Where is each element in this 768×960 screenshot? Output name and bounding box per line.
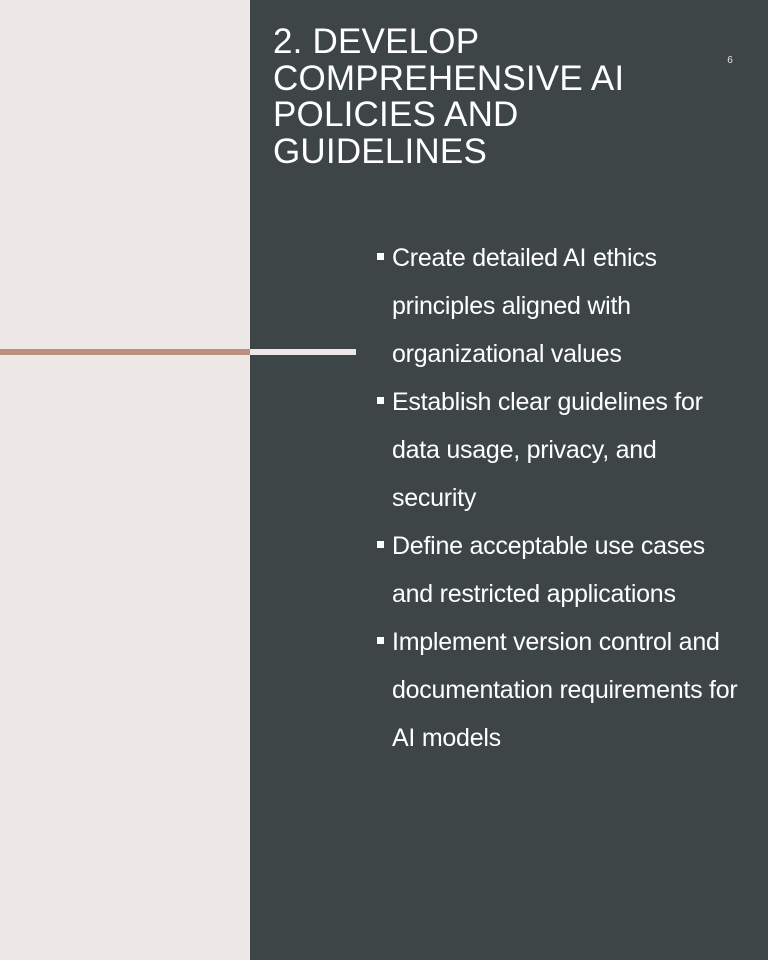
page-number: 6 xyxy=(727,55,733,66)
square-bullet-icon xyxy=(377,397,384,404)
square-bullet-icon xyxy=(377,253,384,260)
bullet-text: Create detailed AI ethics principles aligned with organizational values xyxy=(392,244,657,368)
bullet-text: Establish clear guidelines for data usage, privacy, and security xyxy=(392,388,703,512)
bullet-item xyxy=(374,522,744,618)
square-bullet-icon xyxy=(377,541,384,548)
light-divider xyxy=(250,349,356,355)
square-bullet-icon xyxy=(377,637,384,644)
bullet-item xyxy=(374,234,744,378)
slide-title: 2. DEVELOP COMPREHENSIVE AI POLICIES AND GUIDELINES xyxy=(273,22,625,171)
accent-divider xyxy=(0,349,250,355)
bullet-text: Implement version control and documentation requirements for AI models xyxy=(392,628,738,752)
bullet-item xyxy=(374,618,744,762)
bullet-text: Define acceptable use cases and restricted applications xyxy=(392,532,705,608)
bullet-list xyxy=(374,234,744,762)
bullet-item xyxy=(374,378,744,522)
